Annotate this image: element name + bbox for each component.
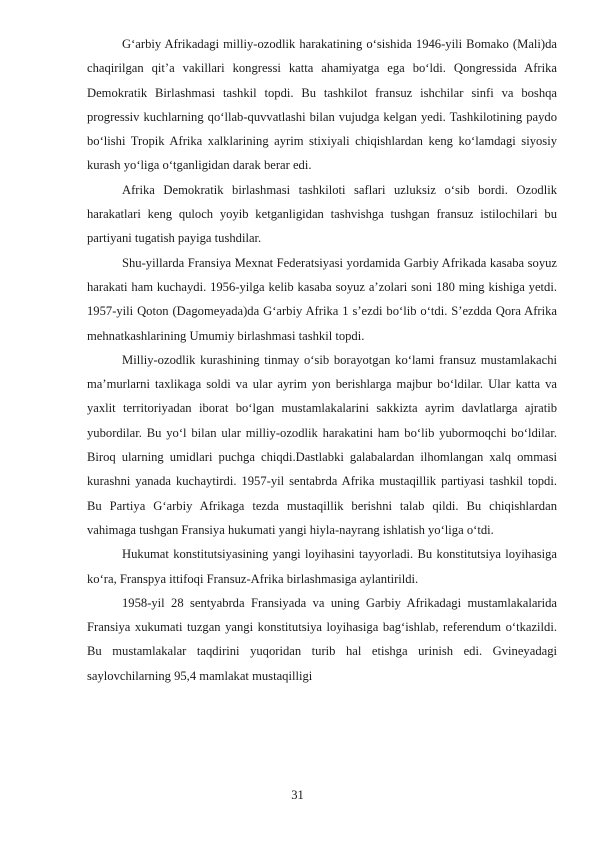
paragraph-1: G‘arbiy Afrikadagi milliy-ozodlik harakatining o‘sishida 1946-yili Bomako (Mali)da chaqirilgan qit’a vakillari kongressi katta ahamiyatga ega bo‘ldi. Qongressida Afrika Demokratik Birlashmasi tashkil topdi. Bu tashkilot fransuz ishchilar sinfi va boshqa progressiv kuchlarning qo‘llab-quvvatlashi bilan vujudga kelgan yedi. Tashkilotining paydo bo‘lishi Tropik Afrika xalklarining ayrim stixiyali chiqishlardan keng ko‘lamdagi siyosiy kurash yo‘liga o‘tganligidan darak berar edi. [87, 37, 557, 173]
body-text [87, 32, 557, 688]
paragraph-3: Shu-yillarda Fransiya Mexnat Federatsiyasi yordamida Garbiy Afrikada kasaba soyuz harakati ham kuchaydi. 1956-yilga kelib kasaba soyuz a’zolari soni 180 ming kishiga yetdi. 1957-yili Qoton (Dagomeyada)da G‘arbiy Afrika 1 s’ezdi bo‘lib o‘tdi. S’ezdda Qora Afrika mehnatkashlarining Umumiy birlashmasi tashkil topdi. [87, 255, 557, 343]
page-number: 31 [291, 788, 304, 802]
paragraph-6: 1958-yil 28 sentyabrda Fransiyada va uning Garbiy Afrikadagi mustamlakalarida Fransiya xukumati tuzgan yangi konstitutsiya loyihasiga bag‘ishlab, referendum o‘tkazildi. Bu mustamlakalar taqdirini yuqoridan turib hal etishga urinish edi. Gvineyadagi saylovchilarning 95,4 mamlakat mustaqilligi [87, 595, 557, 683]
paragraph-5: Hukumat konstitutsiyasining yangi loyihasini tayyorladi. Bu konstitutsiya loyihasiga ko‘ra, Franspya ittifoqi Fransuz-Afrika birlashmasiga aylantirildi. [87, 547, 557, 586]
paragraph-2: Afrika Demokratik birlashmasi tashkiloti saflari uzluksiz o‘sib bordi. Ozodlik harakatlari keng quloch yoyib ketganligidan tashvishga tushgan fransuz istilochilari bu partiyani tugatish payiga tushdilar. [87, 182, 557, 246]
paragraph-4: Milliy-ozodlik kurashining tinmay o‘sib borayotgan ko‘lami fransuz mustamlakachi ma’murlarni taxlikaga soldi va ular ayrim yon berishlarga majbur bo‘ldilar. Ular katta va yaxlit territoriyadan iborat bo‘lgan mustamlakalarini sakkizta ayrim davlatlarga ajratib yubordilar. Bu yo‘l bilan ular milliy-ozodlik harakatini ham bo‘lib yubormoqchi bo‘ldilar. Biroq ularning umidlari puchga chiqdi.Dastlabki galabalardan ilhomlangan xalq ommasi kurashni yanada kuchaytirdi. 1957-yil sentabrda Afrika mustaqillik partiyasi tashkil topdi. Bu Partiya G‘arbiy Afrikaga tezda mustaqillik berishni talab qildi. Bu chiqishlardan vahimaga tushgan Fransiya hukumati yangi hiyla-nayrang ishlatish yo‘liga o‘tdi. [87, 352, 557, 537]
